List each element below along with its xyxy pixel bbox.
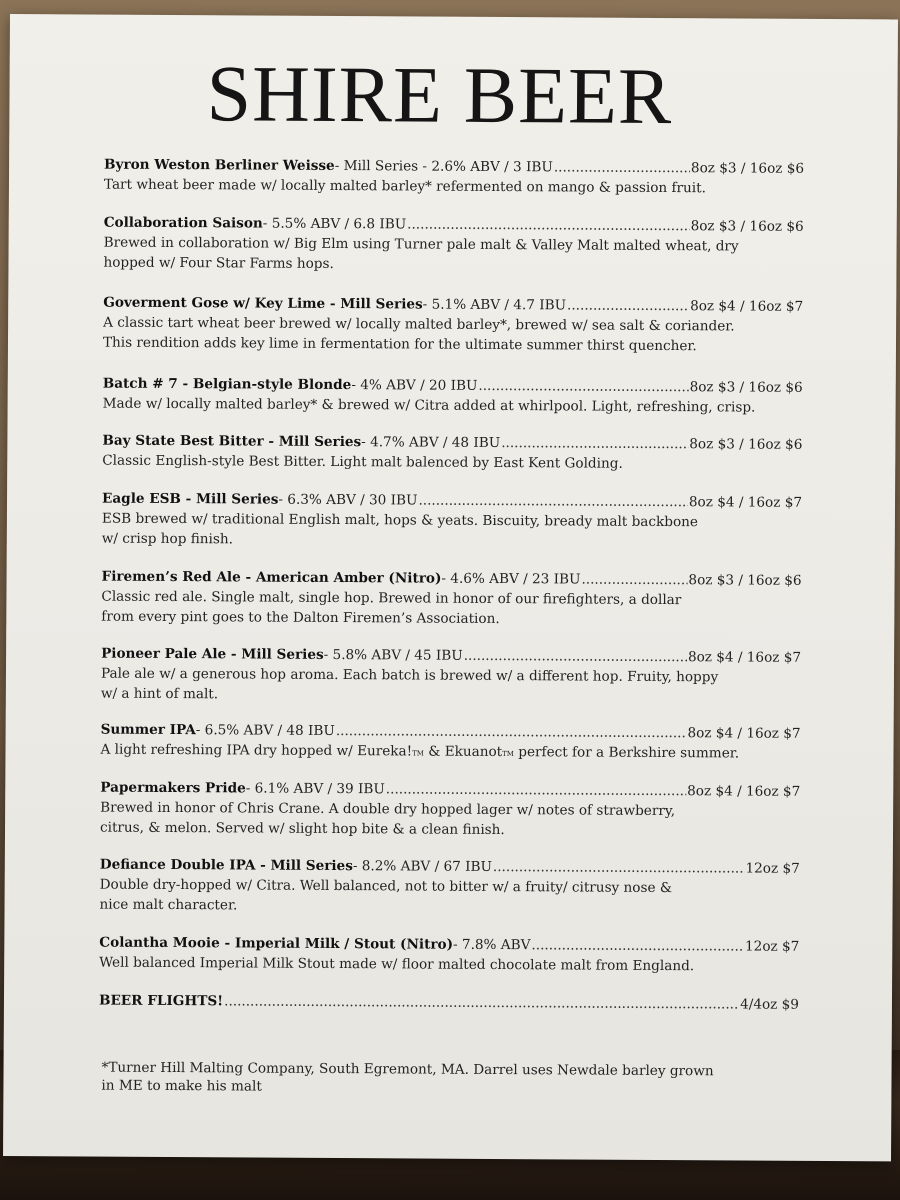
dot-leader	[418, 491, 688, 513]
beer-spec: - 5.1% ABV / 4.7 IBU	[422, 296, 567, 314]
beer-spec: - 4% ABV / 20 IBU	[351, 377, 478, 394]
description-line: Double dry-hopped w/ Citra. Well balanced, not to bitter w/ a fruity/ citrusy nose &	[99, 876, 673, 897]
description-line: nice malt character.	[99, 896, 238, 914]
beer-description	[103, 394, 803, 418]
beer-spec: - Mill Series - 2.6% ABV / 3 IBU	[334, 157, 553, 176]
description-text: A light refreshing IPA dry hopped w/ Eureka!	[100, 741, 413, 760]
dot-leader	[464, 646, 687, 667]
description-line: Brewed in honor of Chris Crane. A double dry hopped lager w/ notes of strawberry,	[100, 799, 676, 820]
beer-name: BEER FLIGHTS!	[98, 992, 224, 1010]
beer-item	[99, 933, 799, 977]
beer-price: 8oz $4 / 16oz $7	[687, 725, 801, 742]
beer-price: 12oz $7	[745, 938, 800, 955]
footnote-line: *Turner Hill Malting Company, South Egremont, MA. Darrel uses Newdale barley grown	[101, 1059, 714, 1080]
dot-leader	[386, 779, 686, 801]
description-line: from every pint goes to the Dalton Firemen’s Association.	[101, 608, 500, 628]
beer-name: Papermakers Pride	[100, 779, 246, 797]
beer-description	[103, 313, 803, 357]
beer-item	[102, 489, 802, 553]
dot-leader	[478, 376, 688, 397]
beer-name: Batch # 7 - Belgian-style Blonde	[102, 375, 352, 394]
beer-item	[100, 720, 800, 766]
description-line: w/ a hint of malt.	[100, 685, 219, 703]
beer-price: 12oz $7	[745, 860, 800, 877]
beer-description	[101, 587, 801, 631]
description-text: perfect for a Berkshire summer.	[513, 744, 740, 762]
beer-item	[103, 213, 803, 277]
beer-item	[100, 855, 800, 919]
beer-description	[101, 664, 801, 708]
beer-price: 8oz $3 / 16oz $6	[689, 436, 803, 453]
beer-price: 8oz $4 / 16oz $7	[687, 783, 801, 800]
beer-name: Bay State Best Bitter - Mill Series	[102, 432, 362, 451]
dot-leader	[567, 295, 689, 316]
beer-spec: - 6.1% ABV / 39 IBU	[245, 780, 385, 798]
description-line: Tart wheat beer made w/ locally malted barley* refermented on mango & passion fruit.	[103, 176, 707, 197]
description-line: Made w/ locally malted barley* & brewed w/ Citra added at whirlpool. Light, refreshing, crisp.	[102, 395, 756, 416]
footnote-line: in ME to make his malt	[101, 1077, 262, 1095]
beer-price: 8oz $4 / 16oz $7	[687, 649, 802, 666]
beer-name: Summer IPA	[100, 721, 196, 739]
beer-description	[100, 798, 800, 842]
beer-item	[101, 644, 801, 708]
beer-description	[100, 740, 800, 766]
beer-price: 8oz $4 / 16oz $7	[690, 298, 804, 315]
description-line: citrus, & melon. Served w/ slight hop bite & a clean finish.	[99, 819, 505, 839]
dot-leader	[493, 857, 745, 879]
beer-spec: - 8.2% ABV / 67 IBU	[352, 858, 492, 875]
dot-leader	[224, 991, 739, 1014]
beer-spec: - 5.8% ABV / 45 IBU	[323, 646, 463, 664]
beer-name: Firemen’s Red Ale - American Amber (Nitro)	[101, 568, 442, 587]
beer-name: Colantha Mooie - Imperial Milk / Stout (Nitro)	[99, 934, 454, 953]
beer-price: 4/4oz $9	[740, 996, 800, 1013]
description-line: Classic red ale. Single malt, single hop. Brewed in honor of our firefighters, a dollar	[101, 588, 682, 609]
description-line: Brewed in collaboration w/ Big Elm using Turner pale malt & Valley Malt malted wheat, dry	[103, 234, 739, 255]
description-line: Pale ale w/ a generous hop aroma. Each batch is brewed w/ a different hop. Fruity, hoppy	[100, 665, 719, 686]
dot-leader	[554, 157, 690, 178]
dot-leader	[501, 433, 688, 454]
beer-item	[103, 374, 803, 418]
description-line: w/ crisp hop finish.	[101, 530, 234, 548]
description-line: Classic English-style Best Bitter. Light malt balenced by East Kent Golding.	[102, 452, 623, 472]
dot-leader	[407, 214, 690, 236]
beer-item	[104, 155, 804, 199]
beer-spec: - 6.5% ABV / 48 IBU	[195, 722, 335, 739]
beer-description	[103, 233, 803, 277]
beer-item	[100, 778, 800, 842]
beer-item	[102, 431, 802, 475]
beer-price: 8oz $4 / 16oz $7	[688, 494, 803, 511]
beer-description	[104, 175, 804, 199]
footnote	[101, 1059, 741, 1099]
trademark-mark: TM	[502, 750, 515, 759]
beer-item	[103, 293, 803, 357]
beer-spec: - 7.8% ABV	[452, 936, 531, 954]
beer-name: Collaboration Saison	[103, 214, 263, 232]
description-text: & Ekuanot	[423, 743, 503, 761]
beer-name: Byron Weston Berliner Weisse	[104, 156, 335, 174]
beer-header	[99, 991, 799, 1015]
beer-price: 8oz $3 / 16oz $6	[690, 160, 805, 177]
beer-description	[102, 509, 802, 553]
beer-price: 8oz $3 / 16oz $6	[690, 218, 804, 235]
beer-spec: - 5.5% ABV / 6.8 IBU	[262, 215, 407, 233]
description-line: ESB brewed w/ traditional English malt, hops & yeats. Biscuity, bready malt backbone	[101, 510, 699, 531]
beer-flights-item	[99, 991, 799, 1015]
dot-leader	[336, 721, 687, 743]
beer-description	[100, 875, 800, 919]
beer-spec: - 6.3% ABV / 30 IBU	[278, 491, 418, 509]
description-line: Well balanced Imperial Milk Stout made w/ floor malted chocolate malt from England.	[99, 954, 695, 975]
dot-leader	[581, 570, 687, 591]
beer-spec: - 4.7% ABV / 48 IBU	[361, 434, 501, 452]
beer-price: 8oz $3 / 16oz $6	[689, 379, 803, 396]
beer-name: Eagle ESB - Mill Series	[101, 490, 279, 508]
menu-paper	[3, 14, 898, 1161]
description-line: hopped w/ Four Star Farms hops.	[103, 254, 334, 272]
beer-name: Pioneer Pale Ale - Mill Series	[101, 645, 324, 663]
description-line: This rendition adds key lime in fermentation for the ultimate summer thirst quencher.	[102, 334, 697, 355]
beer-item	[101, 567, 801, 631]
menu-title: SHIRE BEER	[206, 50, 673, 142]
description-line: A classic tart wheat beer brewed w/ locally malted barley*, brewed w/ sea salt & coriander.	[103, 314, 735, 335]
trademark-mark: TM	[412, 749, 424, 758]
beer-name: Defiance Double IPA - Mill Series	[99, 856, 353, 875]
beer-price: 8oz $3 / 16oz $6	[688, 572, 802, 589]
dot-leader	[531, 935, 744, 956]
beer-spec: - 4.6% ABV / 23 IBU	[441, 570, 581, 588]
beer-name: Goverment Gose w/ Key Lime - Mill Series	[103, 294, 423, 313]
